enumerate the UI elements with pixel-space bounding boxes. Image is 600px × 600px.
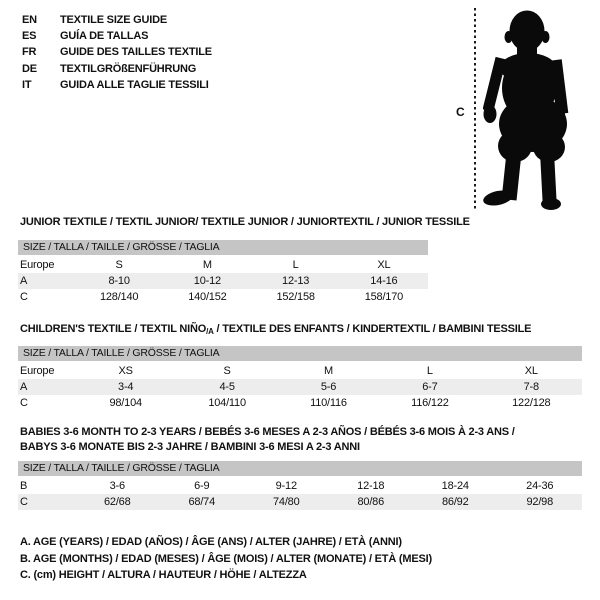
note-age-months: B. AGE (MONTHS) / EDAD (MESES) / ÂGE (MOIS) / ALTER (MONATE) / ETÀ (MESI): [20, 552, 432, 565]
babies-table-title: [20, 425, 520, 455]
cell: 116/122: [411, 397, 449, 409]
cell: 6-7: [422, 381, 438, 393]
cell: S: [223, 365, 231, 377]
cell: 152/158: [276, 291, 315, 303]
row-label: B: [20, 480, 28, 492]
language-row: [22, 61, 212, 77]
note-height-cm: C. (cm) HEIGHT / ALTURA / HAUTEUR / HÖHE / ALTEZZA: [20, 569, 307, 581]
table-row: [18, 363, 582, 379]
babies-title-line1: BABIES 3-6 MONTH TO 2-3 YEARS / BEBÉS 3-6 MESES A 2-3 AÑOS / BÉBÉS 3-6 MOIS À 2-3 ANS /: [20, 426, 515, 438]
table-row: [18, 289, 428, 305]
cell: XL: [377, 259, 391, 271]
language-code: EN: [22, 14, 37, 27]
children-title-post: / TEXTILE DES ENFANTS / KINDERTEXTIL / BAMBINI TESSILE: [213, 323, 532, 335]
cell: 6-9: [194, 480, 210, 492]
language-list: [22, 12, 212, 93]
babies-title-line2: BABYS 3-6 MONATE BIS 2-3 JAHRE / BAMBINI 3-6 MESI A 2-3 ANNI: [20, 441, 360, 453]
cell: 74/80: [272, 496, 300, 508]
language-row: [22, 77, 212, 93]
cell: 128/140: [99, 291, 139, 303]
legend-notes: [20, 536, 432, 586]
cell: M: [202, 259, 212, 271]
cell: 3-4: [118, 381, 134, 393]
row-label: Europe: [20, 259, 55, 271]
language-code: ES: [22, 30, 37, 43]
children-title-pre: CHILDREN'S TEXTILE / TEXTIL NIÑO: [20, 323, 207, 335]
junior-size-table: [18, 240, 428, 305]
language-row: [22, 44, 212, 60]
children-title-subscript: /A: [206, 327, 214, 336]
cell: 12-18: [357, 480, 385, 492]
note-age-years: A. AGE (YEARS) / EDAD (AÑOS) / ÂGE (ANS) / ALTER (JAHRE) / ETÀ (ANNI): [20, 536, 402, 548]
cell: 68/74: [188, 496, 216, 508]
row-label: C: [20, 397, 28, 409]
cell: M: [324, 365, 333, 377]
row-label: A: [20, 275, 28, 287]
cell: 9-12: [275, 480, 297, 492]
language-code: IT: [22, 78, 32, 91]
cell: 8-10: [108, 275, 130, 287]
height-measure-dotted-line: [474, 8, 476, 210]
cell: 110/116: [310, 397, 347, 409]
size-header-bar: SIZE / TALLA / TAILLE / GRÖSSE / TAGLIA: [18, 346, 582, 361]
size-header-bar: SIZE / TALLA / TAILLE / GRÖSSE / TAGLIA: [18, 461, 582, 476]
row-label: Europe: [20, 365, 55, 377]
cell: 5-6: [320, 381, 337, 393]
row-label: C: [20, 291, 28, 303]
cell: 140/152: [188, 291, 227, 303]
toddler-silhouette-icon: [483, 8, 593, 213]
table-row: [18, 273, 428, 289]
cell: 4-5: [219, 381, 235, 393]
table-row: [18, 395, 582, 411]
cell: 18-24: [441, 480, 469, 492]
cell: XS: [118, 365, 133, 377]
junior-table-title: JUNIOR TEXTILE / TEXTIL JUNIOR/ TEXTILE JUNIOR / JUNIORTEXTIL / JUNIOR TESSILE: [20, 216, 470, 228]
cell: 24-36: [526, 480, 554, 492]
children-size-table: [18, 346, 582, 411]
babies-size-table: [18, 461, 582, 510]
cell: 3-6: [109, 480, 125, 492]
table-row: [18, 257, 428, 273]
language-title: TEXTILE SIZE GUIDE: [60, 14, 168, 27]
cell: S: [115, 259, 123, 271]
cell: 7-8: [523, 381, 539, 393]
cell: 122/128: [512, 397, 551, 409]
size-header-bar: SIZE / TALLA / TAILLE / GRÖSSE / TAGLIA: [18, 240, 428, 255]
height-measure-label: C: [456, 105, 465, 119]
language-title: GUIDE DES TAILLES TEXTILE: [60, 46, 212, 59]
cell: 86/92: [441, 496, 469, 508]
cell: L: [292, 259, 299, 271]
cell: 10-12: [193, 275, 221, 287]
row-label: C: [20, 496, 28, 508]
table-row: [18, 494, 582, 510]
cell: 14-16: [370, 275, 398, 287]
language-title: TEXTILGRÖßENFÜHRUNG: [60, 62, 197, 75]
table-row: [18, 379, 582, 395]
language-row: [22, 28, 212, 44]
language-title: GUIDA ALLE TAGLIE TESSILI: [60, 78, 209, 91]
cell: L: [426, 365, 433, 377]
cell: 98/104: [109, 397, 142, 409]
cell: 158/170: [364, 291, 404, 303]
cell: 92/98: [526, 496, 554, 508]
cell: 80/86: [357, 496, 385, 508]
language-code: DE: [22, 62, 37, 75]
cell: 12-13: [282, 275, 310, 287]
row-label: A: [20, 381, 28, 393]
language-title: GUÍA DE TALLAS: [60, 30, 149, 43]
language-row: [22, 12, 212, 28]
language-code: FR: [22, 46, 37, 59]
cell: 62/68: [103, 496, 131, 508]
table-row: [18, 478, 582, 494]
cell: 104/110: [208, 397, 246, 409]
cell: XL: [524, 365, 538, 377]
children-table-title: [20, 322, 531, 339]
